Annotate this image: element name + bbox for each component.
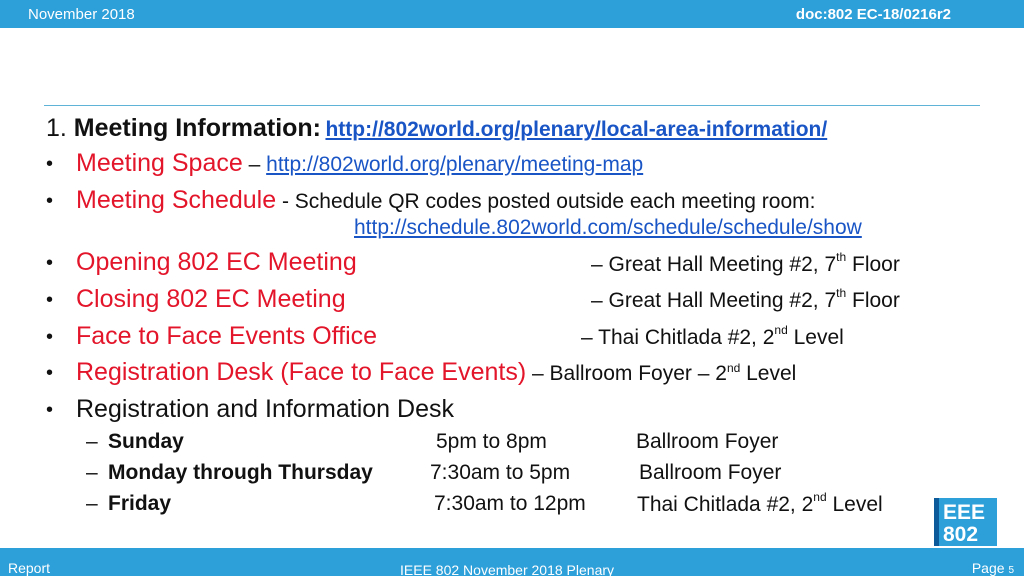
dash: – (86, 492, 98, 515)
page-number: 5 (1008, 565, 1014, 576)
schedule-day: Friday (108, 492, 172, 515)
meeting-space-label: Meeting Space (76, 149, 243, 177)
events-office-item (76, 322, 377, 351)
bullet-dot: • (46, 252, 54, 274)
heading-title: Meeting Information: (73, 114, 322, 142)
location-tail: Floor (846, 253, 900, 276)
header-doc-id: doc:802 EC-18/0216r2 (795, 6, 951, 23)
meeting-info-heading (46, 114, 827, 143)
info-desk-item (76, 395, 454, 424)
location-text: – Great Hall Meeting #2, 7 (591, 253, 837, 276)
location-text: – Ballroom Foyer – 2 (526, 362, 727, 385)
schedule-row-friday (86, 490, 883, 516)
location-tail: Level (740, 362, 797, 385)
location-tail: Floor (846, 289, 900, 312)
schedule-link[interactable]: http://schedule.802world.com/schedule/schedule/show (354, 216, 862, 239)
footer-bar (0, 548, 1024, 576)
place-text: Thai Chitlada #2, 2 (637, 493, 814, 516)
heading-link[interactable]: http://802world.org/plenary/local-area-information/ (325, 118, 828, 141)
bullet-dot: • (46, 190, 54, 212)
location-text: – Great Hall Meeting #2, 7 (591, 289, 837, 312)
meeting-schedule-text: - Schedule QR codes posted outside each meeting room: (276, 190, 816, 213)
place-tail: Level (826, 493, 883, 516)
events-office-label: Face to Face Events Office (76, 322, 378, 350)
dash: – (86, 461, 98, 484)
schedule-place: Ballroom Foyer (636, 430, 779, 453)
footer-title: IEEE 802 November 2018 Plenary (400, 562, 615, 578)
title-divider (44, 105, 980, 106)
events-office-location (581, 325, 844, 350)
ieee-802-logo (934, 498, 997, 546)
meeting-map-link[interactable]: http://802world.org/plenary/meeting-map (266, 153, 644, 176)
registration-desk-label: Registration Desk (Face to Face Events) (76, 358, 527, 386)
info-desk-label: Registration and Information Desk (76, 395, 454, 423)
schedule-time: 7:30am to 5pm (430, 461, 571, 484)
closing-meeting-location (591, 288, 900, 313)
closing-meeting-item (76, 285, 346, 314)
meeting-schedule-item (76, 186, 815, 215)
closing-meeting-label: Closing 802 EC Meeting (76, 285, 346, 313)
schedule-row-mon-thu (86, 461, 782, 485)
location-tail: Level (787, 326, 844, 349)
registration-desk-item (76, 358, 796, 387)
footer-page (972, 560, 1014, 576)
page-label: Page (971, 560, 1005, 576)
schedule-day: Monday through Thursday (108, 461, 373, 484)
schedule-day: Sunday (108, 430, 184, 453)
location-text: – Thai Chitlada #2, 2 (581, 326, 775, 349)
bullet-dot: • (46, 153, 54, 175)
schedule-link-row (354, 216, 862, 240)
dash: – (86, 430, 98, 453)
logo-line1: EEE (943, 501, 986, 524)
ordinal-suffix: th (836, 286, 847, 300)
ordinal-suffix: nd (813, 490, 827, 504)
separator: – (242, 153, 267, 176)
ordinal-suffix: nd (726, 360, 741, 375)
bullet-dot: • (46, 399, 54, 421)
bullet-dot: • (46, 326, 54, 348)
ordinal-suffix: th (836, 250, 847, 264)
ordinal-suffix: nd (774, 323, 788, 337)
footer-report: Report (8, 560, 51, 576)
opening-meeting-label: Opening 802 EC Meeting (76, 248, 357, 276)
bullet-dot: • (46, 362, 54, 384)
opening-meeting-item (76, 248, 357, 277)
logo-line2: 802 (943, 523, 979, 546)
meeting-schedule-label: Meeting Schedule (76, 186, 277, 214)
schedule-time: 5pm to 8pm (436, 430, 547, 453)
schedule-place: Ballroom Foyer (639, 461, 782, 484)
header-bar (0, 0, 1024, 28)
schedule-place (637, 492, 883, 517)
header-date: November 2018 (28, 6, 135, 23)
opening-meeting-location (591, 252, 900, 277)
schedule-time: 7:30am to 12pm (434, 492, 586, 515)
schedule-row-sunday (86, 430, 779, 454)
bullet-dot: • (46, 289, 54, 311)
heading-number: 1. (46, 114, 74, 142)
meeting-space-item (76, 149, 643, 178)
